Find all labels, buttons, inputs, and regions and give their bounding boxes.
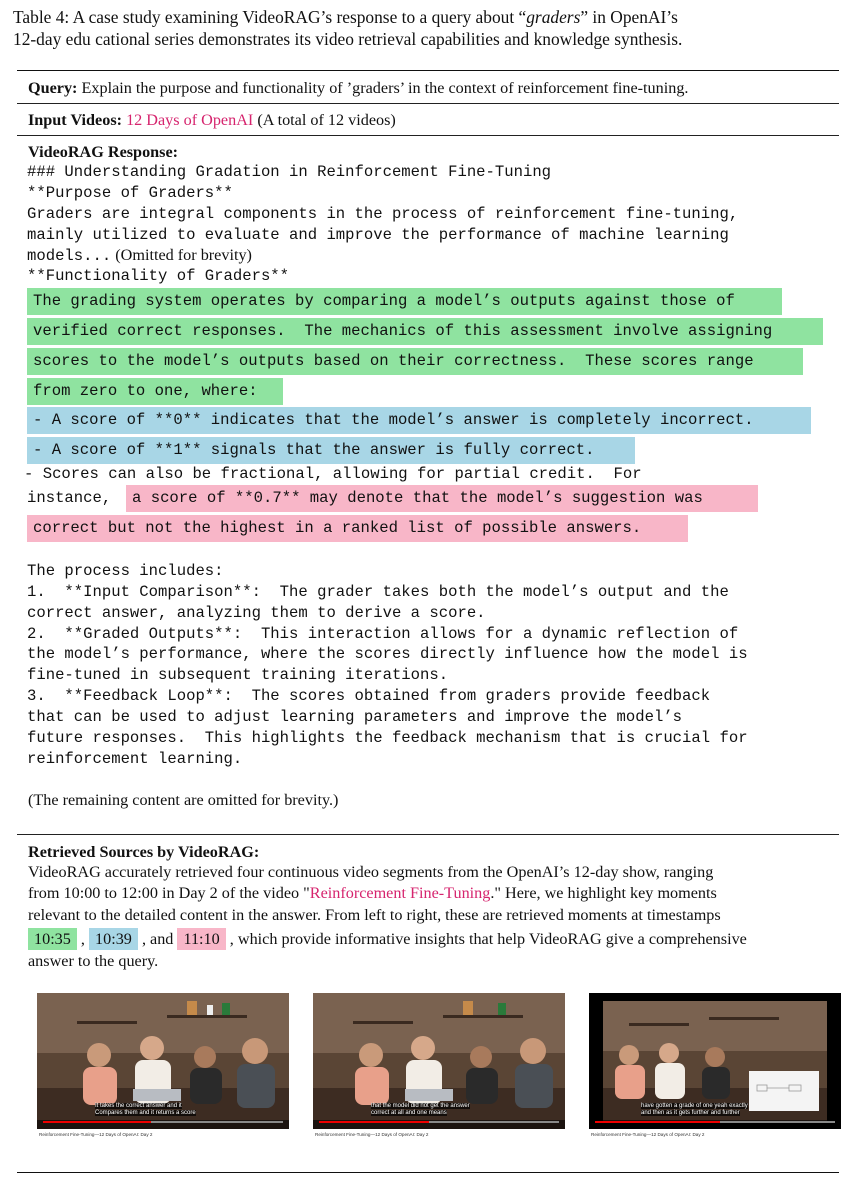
remaining-omitted: (The remaining content are omitted for brevity.)	[28, 791, 339, 809]
subtitle-line: It takes the correct answer and it	[95, 1103, 182, 1109]
subtitle-line: Compares them and it returns a score	[95, 1110, 196, 1116]
query-row	[28, 78, 838, 98]
process-line: reinforcement learning.	[27, 750, 243, 768]
response-line-models	[27, 245, 252, 265]
video-subtitle	[641, 1103, 781, 1117]
blue-highlight-line: - A score of **0** indicates that the model’s answer is completely incorrect.	[27, 407, 811, 434]
sources-line2-b: ." Here, we highlight key moments	[490, 884, 717, 902]
process-line: 3. **Feedback Loop**: The scores obtained from graders provide feedback	[27, 687, 711, 705]
sources-sep: , and	[137, 930, 174, 948]
response-line: ### Understanding Gradation in Reinforcement Fine-Tuning	[27, 163, 552, 181]
input-videos-row	[28, 110, 838, 130]
response-line: **Purpose of Graders**	[27, 184, 233, 202]
green-highlight-line: verified correct responses. The mechanics of this assessment involve assigning	[27, 318, 823, 345]
rule-before-sources	[17, 834, 839, 835]
input-videos-link[interactable]: 12 Days of OpenAI	[126, 111, 254, 129]
response-line: Graders are integral components in the process of reinforcement fine-tuning,	[27, 205, 739, 223]
table-caption	[13, 6, 843, 50]
caption-italic: graders	[526, 7, 581, 27]
subtitle-line: correct at all and one means	[371, 1110, 447, 1116]
omitted-brief: (Omitted for brevity)	[111, 246, 252, 264]
video-controls[interactable]	[37, 1120, 289, 1129]
process-line: fine-tuned in subsequent training iterations.	[27, 666, 449, 684]
video-subtitle	[95, 1103, 235, 1117]
response-label: VideoRAG Response:	[28, 143, 179, 161]
video-title: Reinforcement Fine-Tuning—12 Days of OpenAI: Day 2	[591, 1132, 705, 1137]
query-text: Explain the purpose and functionality of ’graders’ in the context of reinforcement fine-tuning.	[77, 79, 689, 97]
caption-part1: Table 4: A case study examining VideoRAG’s response to a query about “	[13, 7, 527, 27]
video-frame	[589, 993, 841, 1129]
subtitle-line: that the model did not get the answer	[371, 1103, 470, 1109]
instance-prefix: instance,	[27, 489, 112, 507]
input-videos-label: Input Videos:	[28, 111, 123, 129]
sources-line2-a: from 10:00 to 12:00 in Day 2 of the video "	[28, 884, 310, 902]
query-label: Query:	[28, 79, 78, 97]
response-line: mainly utilized to evaluate and improve the performance of machine learning	[27, 226, 729, 244]
models-text: models...	[27, 247, 112, 265]
sources-line4	[28, 928, 838, 950]
video-frame	[313, 993, 565, 1129]
green-highlight-line: scores to the model’s outputs based on their correctness. These scores range	[27, 348, 803, 375]
rule-after-query	[17, 103, 839, 104]
sources-line3: relevant to the detailed content in the answer. From left to right, these are retrieved moments at timestamps	[28, 906, 721, 924]
blue-highlight-line: - A score of **1** signals that the answer is fully correct.	[27, 437, 635, 464]
functionality-heading: **Functionality of Graders**	[27, 267, 290, 285]
process-line: that can be used to adjust learning parameters and improve the model’s	[27, 708, 683, 726]
process-line: 2. **Graded Outputs**: This interaction allows for a dynamic reflection of	[27, 625, 739, 643]
sources-line1: VideoRAG accurately retrieved four continuous video segments from the OpenAI’s 12-day show, ranging	[28, 863, 714, 881]
process-line: future responses. This highlights the feedback mechanism that is crucial for	[27, 729, 748, 747]
green-highlight-line: The grading system operates by comparing a model’s outputs against those of	[27, 288, 782, 315]
process-line: 1. **Input Comparison**: The grader takes both the model’s output and the	[27, 583, 729, 601]
fractional-line: - Scores can also be fractional, allowing for partial credit. For	[24, 465, 642, 483]
process-line: correct answer, analyzing them to derive a score.	[27, 604, 486, 622]
timestamp-badge: 10:39	[89, 928, 138, 950]
timestamp-badge: 10:35	[28, 928, 77, 950]
video-thumbnail[interactable]	[589, 993, 841, 1143]
video-controls[interactable]	[589, 1120, 841, 1129]
sources-line4-rest: , which provide informative insights that help VideoRAG give a comprehensive	[225, 930, 747, 948]
video-thumbnail[interactable]	[313, 993, 565, 1143]
subtitle-line: and then as it gets further and further	[641, 1110, 740, 1116]
caption-line2: 12-day edu cational series demonstrates its video retrieval capabilities and knowledge synthesis.	[13, 29, 683, 49]
table-top-rule	[17, 70, 839, 71]
video-subtitle	[371, 1103, 511, 1117]
process-line: the model’s performance, where the scores directly influence how the model is	[27, 645, 748, 663]
video-title: Reinforcement Fine-Tuning—12 Days of OpenAI: Day 2	[315, 1132, 429, 1137]
input-videos-rest: (A total of 12 videos)	[253, 111, 396, 129]
process-line: The process includes:	[27, 562, 224, 580]
video-title: Reinforcement Fine-Tuning—12 Days of OpenAI: Day 2	[39, 1132, 153, 1137]
video-controls[interactable]	[313, 1120, 565, 1129]
green-highlight-line: from zero to one, where:	[27, 378, 283, 405]
sources-line2	[28, 883, 838, 904]
caption-part2: ” in OpenAI’s	[580, 7, 678, 27]
video-thumbnail[interactable]	[37, 993, 289, 1143]
sources-video-link[interactable]: Reinforcement Fine-Tuning	[309, 884, 491, 902]
sources-line5: answer to the query.	[28, 952, 159, 970]
timestamp-badge: 11:10	[177, 928, 225, 950]
subtitle-line: have gotten a grade of one yeah exactly	[641, 1103, 748, 1109]
pink-highlight-line: correct but not the highest in a ranked list of possible answers.	[27, 515, 688, 542]
sources-label: Retrieved Sources by VideoRAG:	[28, 843, 260, 861]
rule-after-input	[17, 135, 839, 136]
pink-highlight-line: a score of **0.7** may denote that the model’s suggestion was	[126, 485, 758, 512]
video-frame	[37, 993, 289, 1129]
table-bottom-rule	[17, 1172, 839, 1173]
sources-sep: ,	[76, 930, 85, 948]
